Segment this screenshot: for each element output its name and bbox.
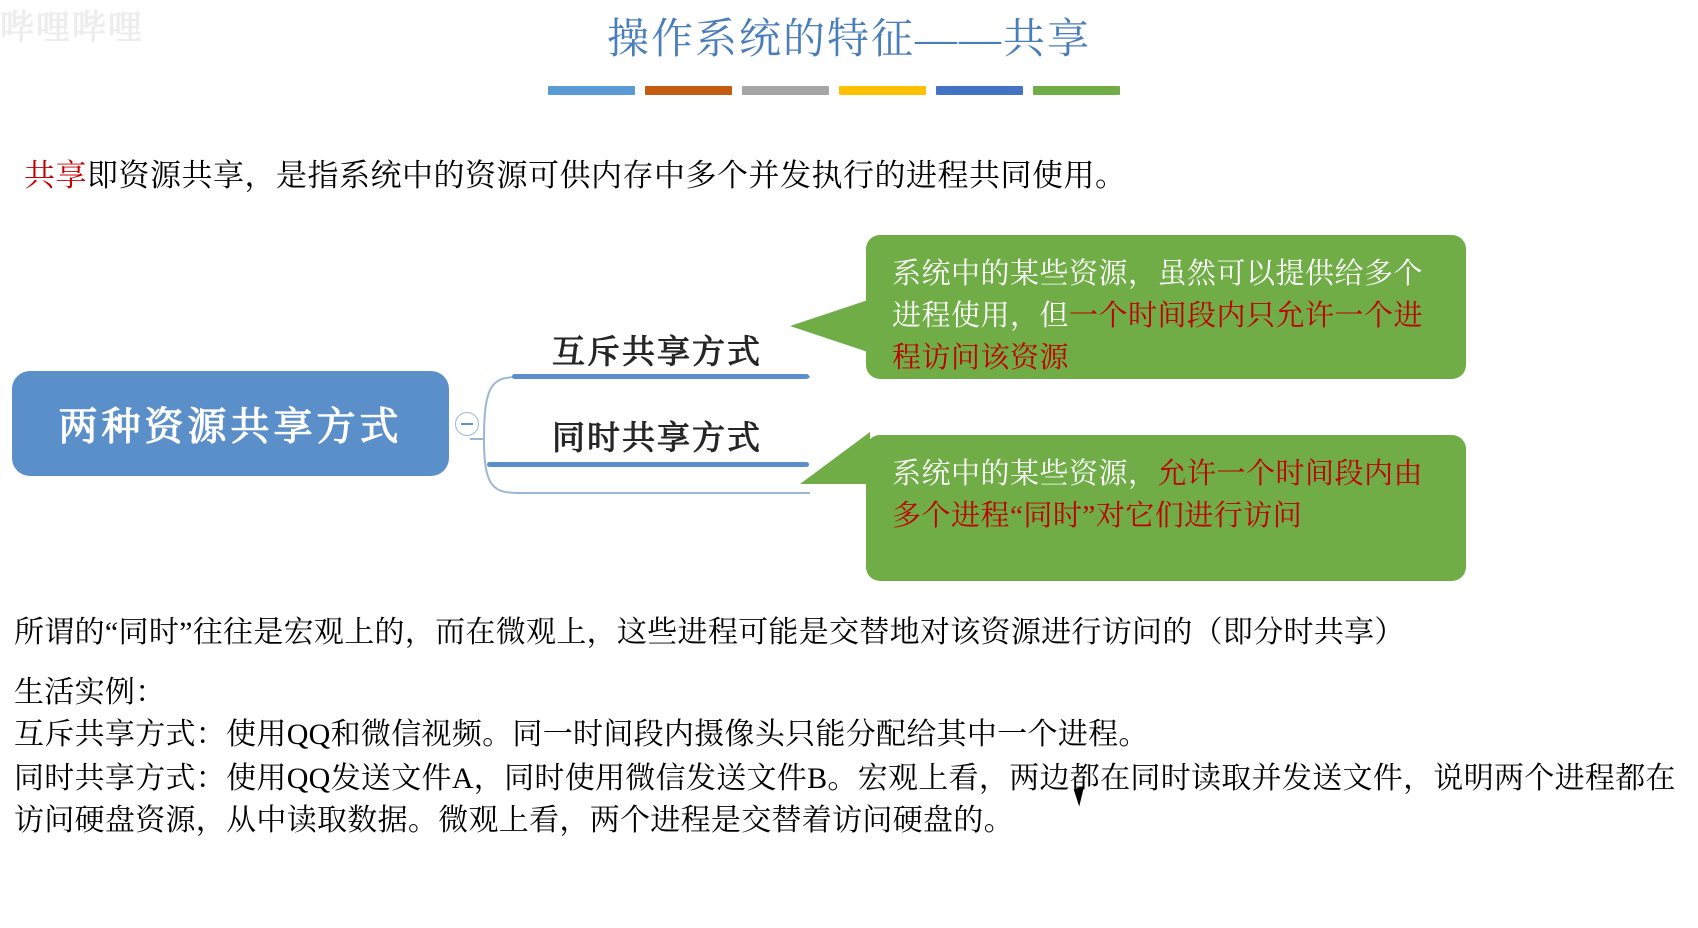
callout-box-1: [866, 235, 1466, 379]
page-title: 操作系统的特征——共享: [606, 17, 1091, 63]
title-bar-1: [548, 86, 635, 95]
callout-2-text-highlight: 允许一个时间段内由多个进程“同时”对它们进行访问: [892, 458, 1424, 532]
callout-1-text-normal: 系统中的某些资源，虽然可以提供给多个进程使用，但: [892, 258, 1424, 332]
title-bar-6: [1033, 86, 1120, 95]
callout-pointer-2: [800, 432, 870, 484]
callout-pointer-1: [790, 300, 868, 352]
title-bar-2: [645, 86, 732, 95]
title-underline-bars: [548, 86, 1120, 95]
title-bar-5: [936, 86, 1023, 95]
callout-box-2: [866, 435, 1466, 581]
title-bar-4: [839, 86, 926, 95]
paragraph-example-simultaneous: 同时共享方式：使用QQ发送文件A，同时使用微信发送文件B。宏观上看，两边都在同时读取并发送文件，说明两个进程都在访问硬盘资源，从中读取数据。微观上看，两个进程是交替着访问硬盘的。: [14, 762, 1676, 837]
mindmap-leaf-underline-1: [512, 374, 809, 379]
mindmap-root-label: 两种资源共享方式: [58, 405, 403, 449]
intro-rest: 即资源共享，是指系统中的资源可供内存中多个并发执行的进程共同使用。: [87, 158, 1127, 193]
mindmap-leaf-label-1: 互斥共享方式: [552, 333, 762, 370]
mindmap-leaf-underline-2: [487, 462, 809, 467]
title-bar-3: [742, 86, 829, 95]
intro-keyword: 共享: [24, 158, 87, 193]
mindmap-leaf-label-2: 同时共享方式: [552, 419, 762, 456]
watermark-logo: 哔哩哔哩: [0, 9, 144, 47]
paragraph-simultaneous-note: 所谓的“同时”往往是宏观上的，而在微观上，这些进程可能是交替地对该资源进行访问的（即分时共享）: [14, 616, 1405, 649]
callout-2-text-normal: 系统中的某些资源，: [892, 458, 1158, 490]
paragraph-examples-heading: 生活实例：: [14, 676, 166, 709]
mindmap-root-node: [12, 371, 449, 476]
paragraph-example-mutex: 互斥共享方式：使用QQ和微信视频。同一时间段内摄像头只能分配给其中一个进程。: [14, 718, 1149, 751]
callout-1-text-highlight: 一个时间段内只允许一个进程访问该资源: [892, 300, 1424, 374]
intro-sentence: [24, 150, 1127, 195]
